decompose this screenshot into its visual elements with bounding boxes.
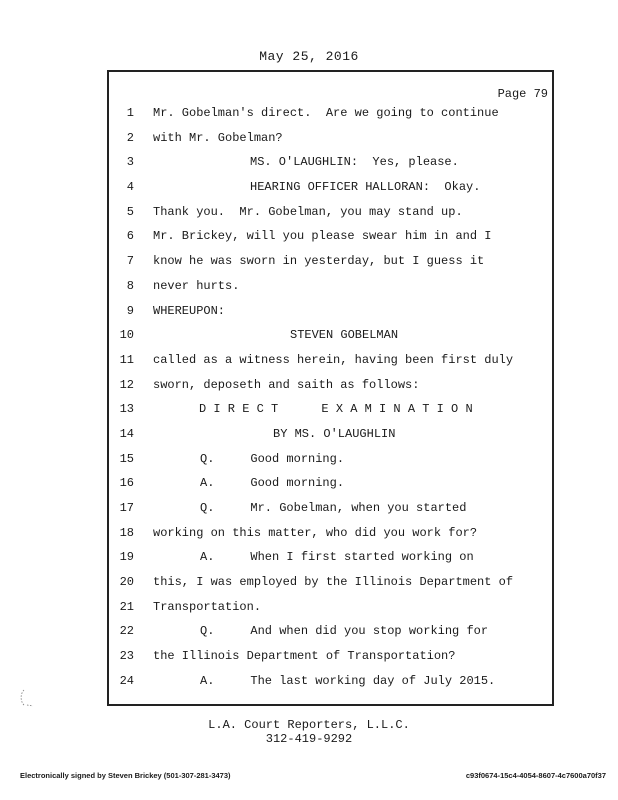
transcript-line	[0, 644, 618, 669]
line-text: Q. Good morning.	[200, 451, 345, 466]
transcript-line	[0, 471, 618, 496]
line-number: 7	[126, 254, 134, 269]
line-number: 12	[119, 377, 134, 392]
line-text: the Illinois Department of Transportation?	[153, 649, 456, 664]
transcript-line	[0, 521, 618, 546]
line-text: MS. O'LAUGHLIN: Yes, please.	[250, 155, 459, 170]
transcript-line	[0, 397, 618, 422]
transcript-line	[0, 323, 618, 348]
line-number: 10	[119, 328, 134, 343]
transcript-line	[0, 669, 618, 694]
scan-artifact-icon	[18, 688, 36, 708]
line-number: 21	[119, 599, 134, 614]
line-number: 6	[126, 229, 134, 244]
transcript-line	[0, 175, 618, 200]
transcript-line	[0, 545, 618, 570]
line-text: Q. Mr. Gobelman, when you started	[200, 501, 467, 515]
transcript-line	[0, 299, 618, 324]
line-text: BY MS. O'LAUGHLIN	[273, 426, 396, 441]
line-number: 8	[126, 278, 134, 293]
line-number: 24	[119, 673, 134, 688]
line-number: 4	[126, 180, 134, 195]
line-number: 18	[119, 525, 134, 540]
electronic-signature-notice: Electronically signed by Steven Brickey (501-307-281-3473)	[20, 771, 231, 780]
line-number: 9	[126, 303, 134, 318]
line-number: 23	[119, 649, 134, 664]
transcript-line	[0, 619, 618, 644]
line-text: D I R E C T E X A M I N A T I O N	[199, 402, 473, 417]
page-number: Page 79	[497, 87, 548, 101]
transcript-line	[0, 373, 618, 398]
transcript-line	[0, 348, 618, 373]
line-text: Q. And when did you stop working for	[200, 624, 489, 639]
line-text: WHEREUPON:	[153, 303, 226, 318]
transcript-line	[0, 595, 618, 620]
line-text: working on this matter, who did you work for?	[153, 525, 478, 540]
line-number: 22	[119, 624, 134, 639]
line-number: 14	[119, 426, 134, 441]
line-text: HEARING OFFICER HALLORAN: Okay.	[250, 180, 481, 195]
line-text: this, I was employed by the Illinois Department of	[153, 575, 514, 590]
line-number: 5	[126, 204, 134, 219]
line-text: called as a witness herein, having been first duly	[153, 352, 514, 367]
transcript-line	[0, 447, 618, 472]
transcript-line	[0, 126, 618, 151]
line-number: 11	[119, 352, 134, 367]
transcript-line	[0, 422, 618, 447]
line-number: 3	[126, 155, 134, 170]
line-number: 17	[119, 501, 134, 515]
line-text: Transportation.	[153, 599, 262, 614]
page-date: May 25, 2016	[259, 49, 359, 64]
document-id: c93f0674-15c4-4054-8607-4c7600a70f37	[465, 771, 606, 780]
court-reporter-firm: L.A. Court Reporters, L.L.C.	[208, 718, 410, 732]
line-number: 15	[119, 451, 134, 466]
line-text: with Mr. Gobelman?	[153, 130, 283, 145]
transcript-line	[0, 200, 618, 225]
line-text: never hurts.	[153, 278, 240, 293]
line-text: A. The last working day of July 2015.	[200, 673, 496, 688]
line-text: Thank you. Mr. Gobelman, you may stand up.	[153, 204, 463, 219]
transcript-line	[0, 249, 618, 274]
line-number: 2	[126, 130, 134, 145]
line-text: STEVEN GOBELMAN	[290, 328, 399, 343]
transcript-line	[0, 224, 618, 249]
transcript-line	[0, 496, 618, 521]
line-number: 19	[119, 550, 134, 565]
line-text: Mr. Gobelman's direct. Are we going to continue	[153, 106, 499, 120]
transcript-line	[0, 570, 618, 595]
line-number: 16	[119, 476, 134, 491]
transcript-line	[0, 101, 618, 126]
line-text: A. When I first started working on	[200, 550, 474, 565]
line-text: Mr. Brickey, will you please swear him in and I	[153, 229, 492, 244]
line-text: know he was sworn in yesterday, but I guess it	[153, 254, 485, 269]
line-number: 13	[119, 402, 134, 417]
court-reporter-phone: 312-419-9292	[265, 732, 353, 746]
line-number: 1	[126, 106, 134, 120]
transcript-line	[0, 274, 618, 299]
transcript-line	[0, 150, 618, 175]
line-number: 20	[119, 575, 134, 590]
line-text: sworn, deposeth and saith as follows:	[153, 377, 420, 392]
line-text: A. Good morning.	[200, 476, 345, 491]
transcript-lines	[0, 101, 618, 694]
